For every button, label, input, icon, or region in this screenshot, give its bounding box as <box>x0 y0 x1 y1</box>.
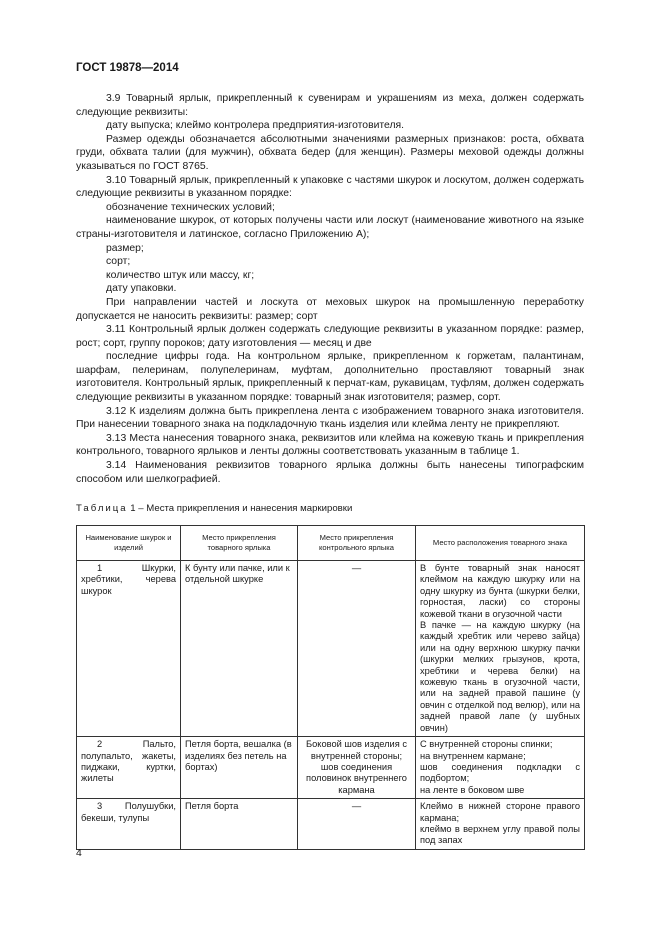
paragraph: обозначение технических условий; <box>106 201 275 213</box>
cell-text: — <box>351 801 362 812</box>
paragraph: дату упаковки. <box>106 283 177 295</box>
body-text <box>76 92 584 486</box>
paragraph: 3.10 Товарный ярлык, прикрепленный к упаковке с частями шкурок и лоскутом, должен содержать следующие реквизиты в указанном порядке: <box>76 174 584 200</box>
paragraph: 3.13 Места нанесения товарного знака, реквизитов или клейма на кожевую ткань и прикрепления контрольного, товарного ярлыков и ленты должны соответствовать указанным в таблице 1. <box>76 432 584 458</box>
cell-text: на внутреннем кармане; <box>420 750 526 761</box>
table-cell <box>298 561 416 737</box>
cell-text: В бунте товарный знак наносят клеймом на каждую шкурку или на одну шкурку из бунта (шкурки белки, горностая, ласки) со стороны кожевой ткани в огузочной части <box>420 563 580 619</box>
table-cell <box>416 737 585 799</box>
cell-text: К бунту или пачке, или к отдельной шкурке <box>185 563 290 585</box>
table-row <box>77 737 585 799</box>
cell-text: — <box>351 563 362 573</box>
cell-text: В пачке — на каждую шкурку (на каждый хребтик или черево зайца) или на одну верхнюю шкурку пачки (шкурки мелких грызунов, крота, хребтики и черева белки) на кожевую ткань в огузочной части, или на задней правой пашине (у овчин с отделкой под велюр), или на задней правой лапе (у шубных овчин) <box>420 620 580 733</box>
paragraph: 3.9 Товарный ярлык, прикрепленный к сувенирам и украшениям из меха, должен содержать следующие реквизиты: <box>76 93 584 118</box>
cell-text: шов соединения половинок внутреннего кармана <box>306 761 407 795</box>
cell-text: Боковой шов изделия с внутренней стороны; <box>306 739 407 761</box>
table-cell <box>181 737 298 799</box>
paragraph: 3.14 Наименования реквизитов товарного ярлыка должны быть нанесены типографским способом или шелкографией. <box>76 460 584 485</box>
table-cell <box>181 799 298 850</box>
cell-text: Петля борта, вешалка (в изделиях без петель на бортах) <box>185 739 292 772</box>
table-header-cell: Место прикрепления товарного ярлыка <box>181 526 298 561</box>
table-row <box>77 561 585 737</box>
paragraph: сорт; <box>106 256 131 268</box>
table-cell <box>298 737 416 799</box>
table-cell <box>298 799 416 850</box>
table-caption <box>76 503 352 514</box>
table-caption-prefix: Таблица <box>76 503 128 514</box>
table-caption-title: 1 – Места прикрепления и нанесения маркировки <box>127 503 353 514</box>
table-cell <box>77 561 181 737</box>
table-cell <box>416 799 585 850</box>
cell-text: 2 Пальто, полупальто, жакеты, пиджаки, куртки, жилеты <box>81 739 176 784</box>
document-header: ГОСТ 19878—2014 <box>76 62 179 74</box>
page-number: 4 <box>76 848 82 859</box>
table-cell <box>416 561 585 737</box>
paragraph: При направлении частей и лоскута от меховых шкурок на промышленную переработку допускается не наносить реквизиты: размер; сорт <box>76 296 584 322</box>
cell-text: на ленте в боковом шве <box>420 784 525 795</box>
table-header-row <box>77 526 585 561</box>
table-header-cell: Место прикрепления контрольного ярлыка <box>298 526 416 561</box>
cell-text: Петля борта <box>185 801 239 812</box>
table-cell <box>77 737 181 799</box>
marking-table <box>76 525 585 850</box>
paragraph: количество штук или массу, кг; <box>106 269 255 281</box>
table-header-cell: Место расположения товарного знака <box>416 526 585 561</box>
cell-text: шов соединения подкладки с подбортом; <box>420 761 580 784</box>
paragraph: 3.11 Контрольный ярлык должен содержать следующие реквизиты в указанном порядке: размер, рост; сорт, группу пороков; дату изготовления — месяц и две <box>76 324 584 349</box>
paragraph: 3.12 К изделиям должна быть прикреплена лента с изображением товарного знака изготовителя. При нанесении товарного знака на подкладочную ткань изделия или клейма ленту не прикрепляют. <box>76 405 584 431</box>
cell-text: клеймо в верхнем углу правой полы под запах <box>420 823 580 846</box>
table-header-cell: Наименование шкурок и изделий <box>77 526 181 561</box>
cell-text: С внутренней стороны спинки; <box>420 739 553 750</box>
table-body <box>77 561 585 850</box>
paragraph: дату выпуска; клеймо контролера предприятия-изготовителя. <box>106 120 405 132</box>
paragraph: размер; <box>106 242 144 254</box>
paragraph: Размер одежды обозначается абсолютными значениями размерных признаков: роста, обхвата груди, обхвата талии (для мужчин), обхвата бедер (для женщин). Размеры меховой одежды должны указываться по ГОСТ 8765. <box>76 133 584 172</box>
table-cell <box>77 799 181 850</box>
paragraph: последние цифры года. На контрольном ярлыке, прикрепленном к горжетам, палантинам, шарфам, пелеринам, полупелеринам, муфтам, дополнительно проставляют товарный знак изготовителя. Контрольный ярлык, прикрепленный к перчат-кам, рукавицам, туфлям, должен содержать следующие реквизиты в указанном порядке: товарный знак изготовителя; размер, сорт. <box>76 351 584 404</box>
paragraph: наименование шкурок, от которых получены части или лоскут (наименование животного на языке страны-изготовителя и латинское, согласно Приложению А); <box>76 215 584 240</box>
table-cell <box>181 561 298 737</box>
cell-text: 1 Шкурки, хребтики, черева шкурок <box>81 563 176 596</box>
cell-text: Клеймо в нижней стороне правого кармана; <box>420 801 580 823</box>
cell-text: 3 Полушубки, бекеши, тулупы <box>81 801 176 823</box>
table-row <box>77 799 585 850</box>
